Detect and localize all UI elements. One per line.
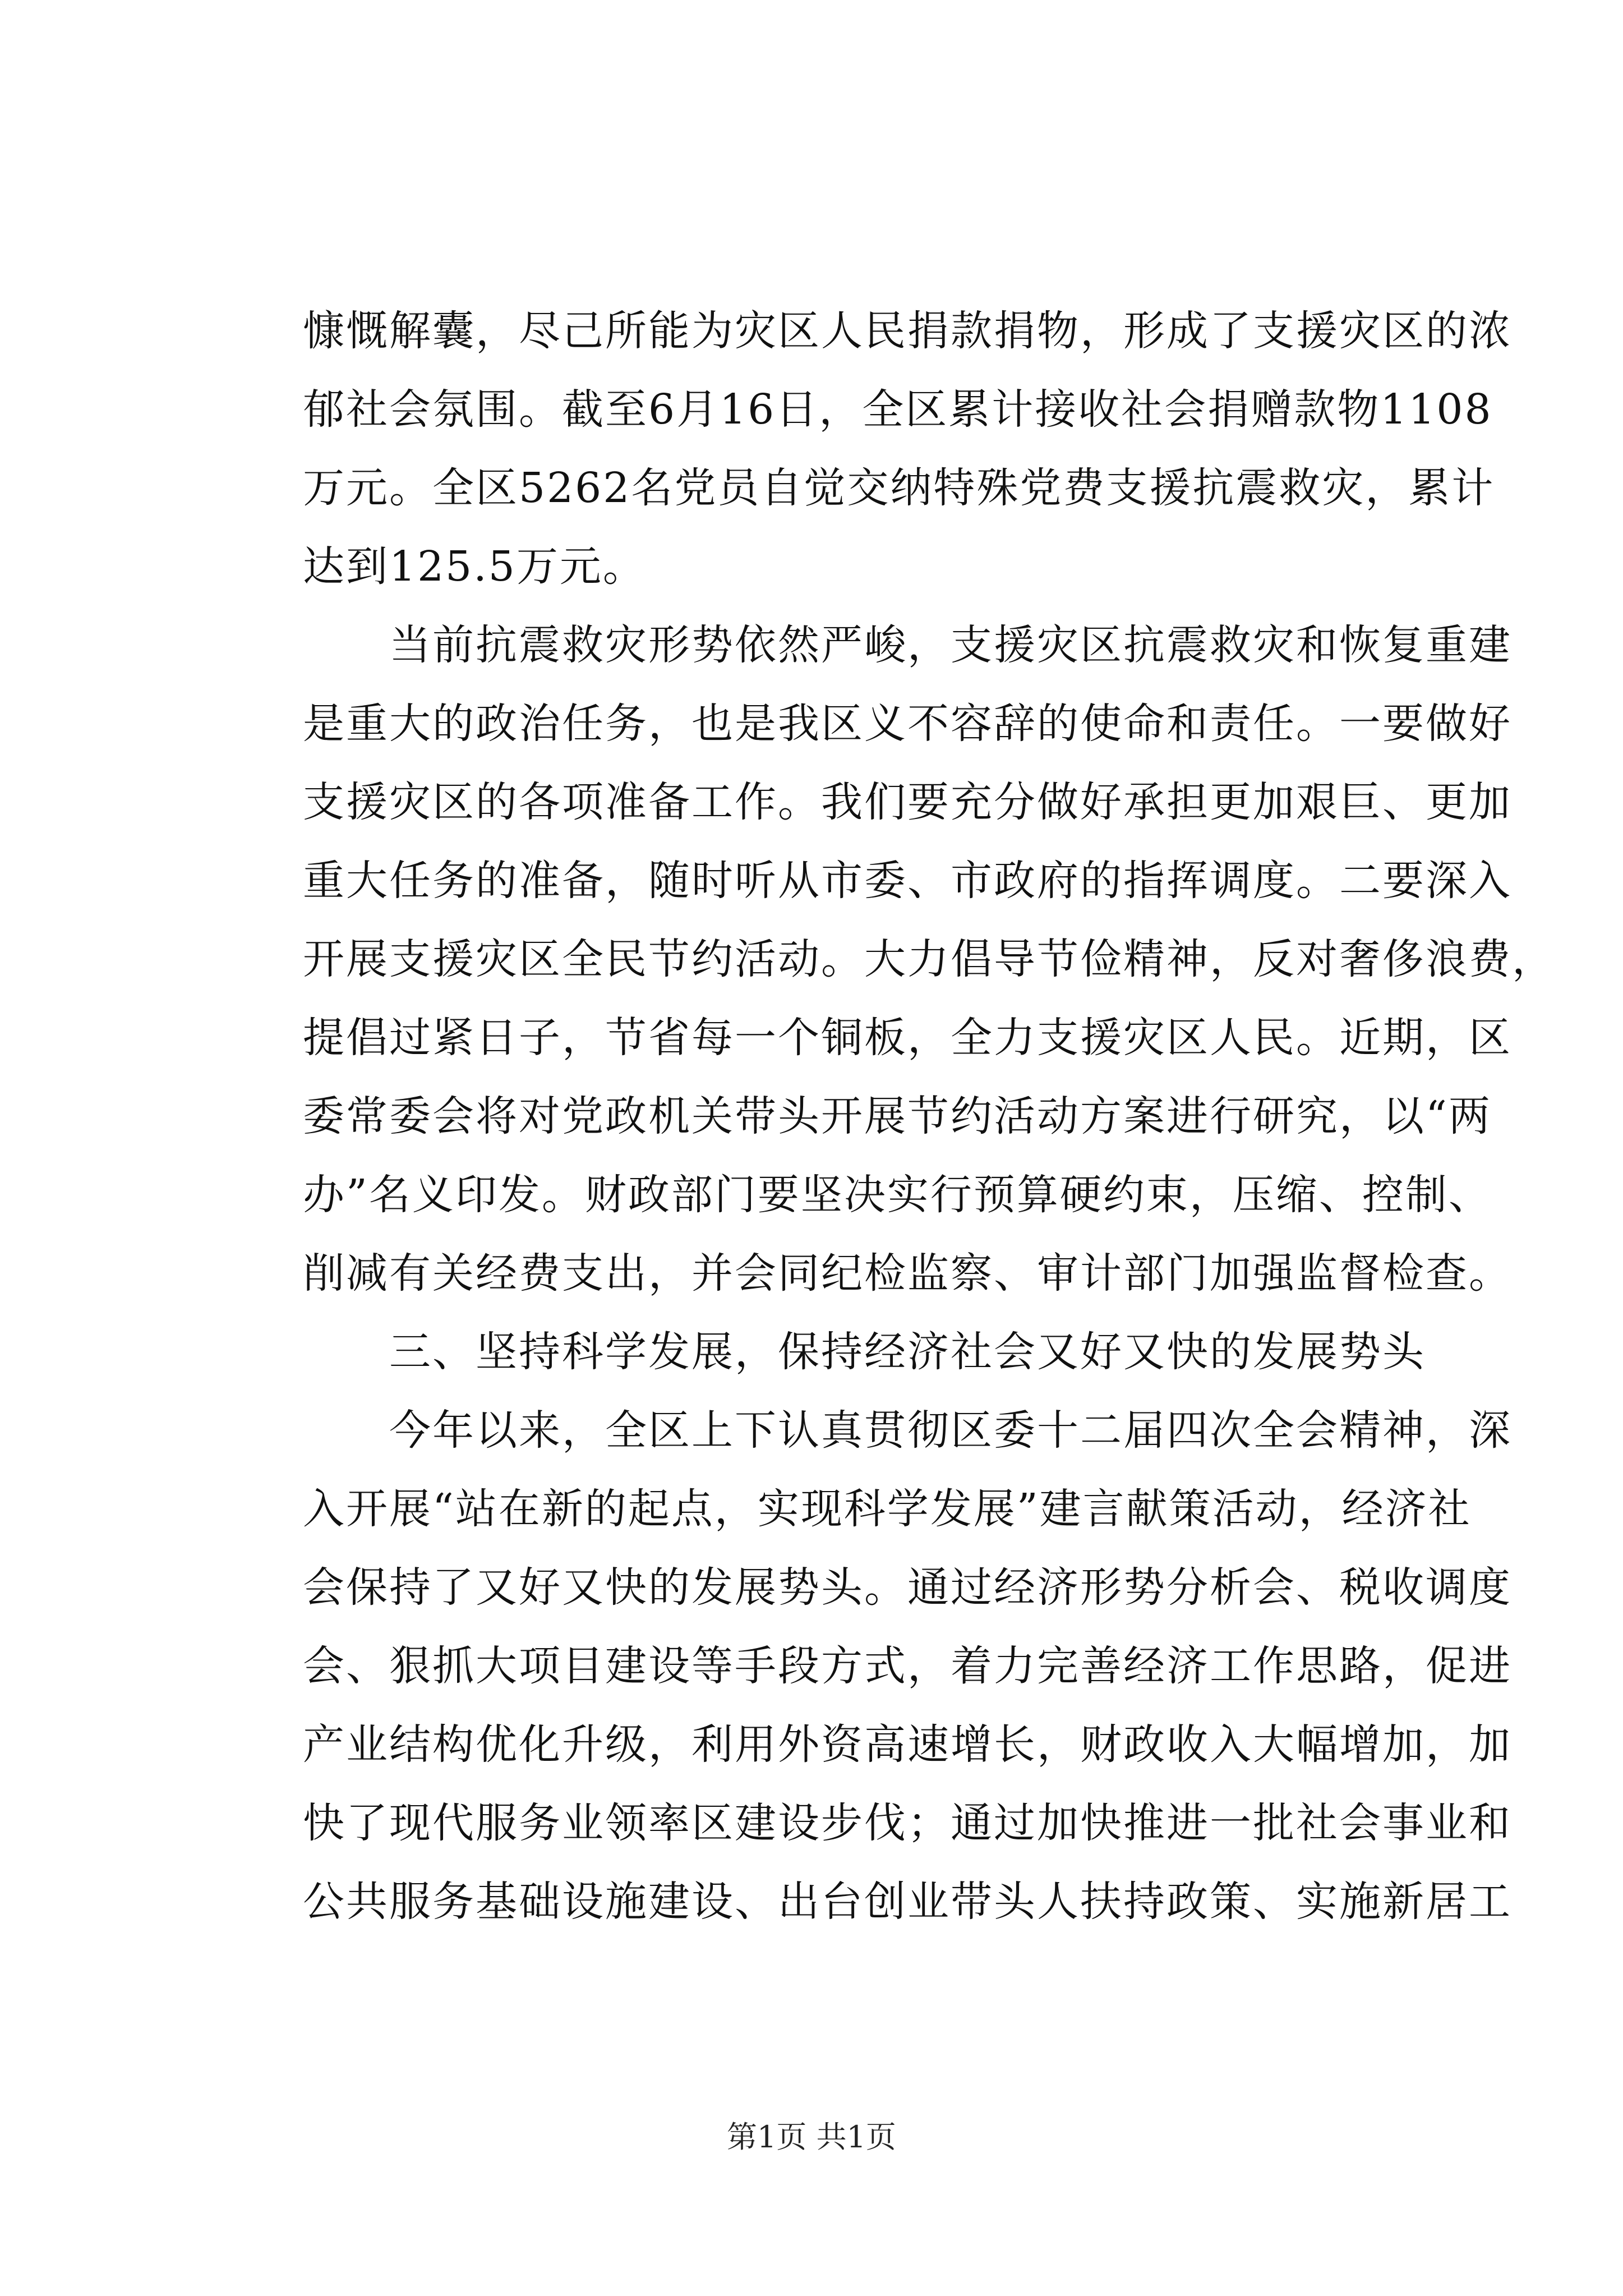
page-number: 第1页 共1页 xyxy=(727,2119,896,2155)
document-body xyxy=(303,292,1555,1941)
text-line: 入开展“站在新的起点，实现科学发展”建言献策活动，经济社 xyxy=(303,1485,1472,1533)
text-line: 今年以来，全区上下认真贯彻区委十二届四次全会精神，深 xyxy=(303,1406,1512,1455)
text-line: 重大任务的准备，随时听从市委、市政府的指挥调度。二要深入 xyxy=(303,857,1512,905)
text-line: 慷慨解囊，尽己所能为灾区人民捐款捐物，形成了支援灾区的浓 xyxy=(303,307,1512,355)
text-line: 公共服务基础设施建设、出台创业带头人扶持政策、实施新居工 xyxy=(303,1878,1512,1926)
text-line: 会、狠抓大项目建设等手段方式，着力完善经济工作思路，促进 xyxy=(303,1642,1512,1690)
text-line: 开展支援灾区全民节约活动。大力倡导节俭精神，反对奢侈浪费， xyxy=(303,935,1555,983)
text-line: 当前抗震救灾形势依然严峻，支援灾区抗震救灾和恢复重建 xyxy=(303,621,1512,669)
page-footer xyxy=(0,2118,1623,2157)
text-line: 产业结构优化升级，利用外资高速增长，财政收入大幅增加，加 xyxy=(303,1720,1512,1769)
text-line: 是重大的政治任务，也是我区义不容辞的使命和责任。一要做好 xyxy=(303,700,1512,748)
text-line: 支援灾区的各项准备工作。我们要充分做好承担更加艰巨、更加 xyxy=(303,778,1512,826)
text-line: 郁社会氛围。截至6月16日，全区累计接收社会捐赠款物1108 xyxy=(303,385,1493,434)
text-line: 会保持了又好又快的发展势头。通过经济形势分析会、税收调度 xyxy=(303,1563,1512,1612)
text-line: 办”名义印发。财政部门要坚决实行预算硬约束，压缩、控制、 xyxy=(303,1171,1492,1219)
text-line: 达到125.5万元。 xyxy=(303,542,646,591)
text-line: 削减有关经费支出，并会同纪检监察、审计部门加强监督检查。 xyxy=(303,1249,1512,1297)
text-line: 提倡过紧日子，节省每一个铜板，全力支援灾区人民。近期，区 xyxy=(303,1014,1512,1062)
text-line: 快了现代服务业领率区建设步伐；通过加快推进一批社会事业和 xyxy=(303,1799,1512,1847)
text-line: 万元。全区5262名党员自觉交纳特殊党费支援抗震救灾，累计 xyxy=(303,464,1495,512)
section-heading: 三、坚持科学发展，保持经济社会又好又快的发展势头 xyxy=(303,1328,1426,1376)
text-line: 委常委会将对党政机关带头开展节约活动方案进行研究，以“两 xyxy=(303,1092,1492,1140)
